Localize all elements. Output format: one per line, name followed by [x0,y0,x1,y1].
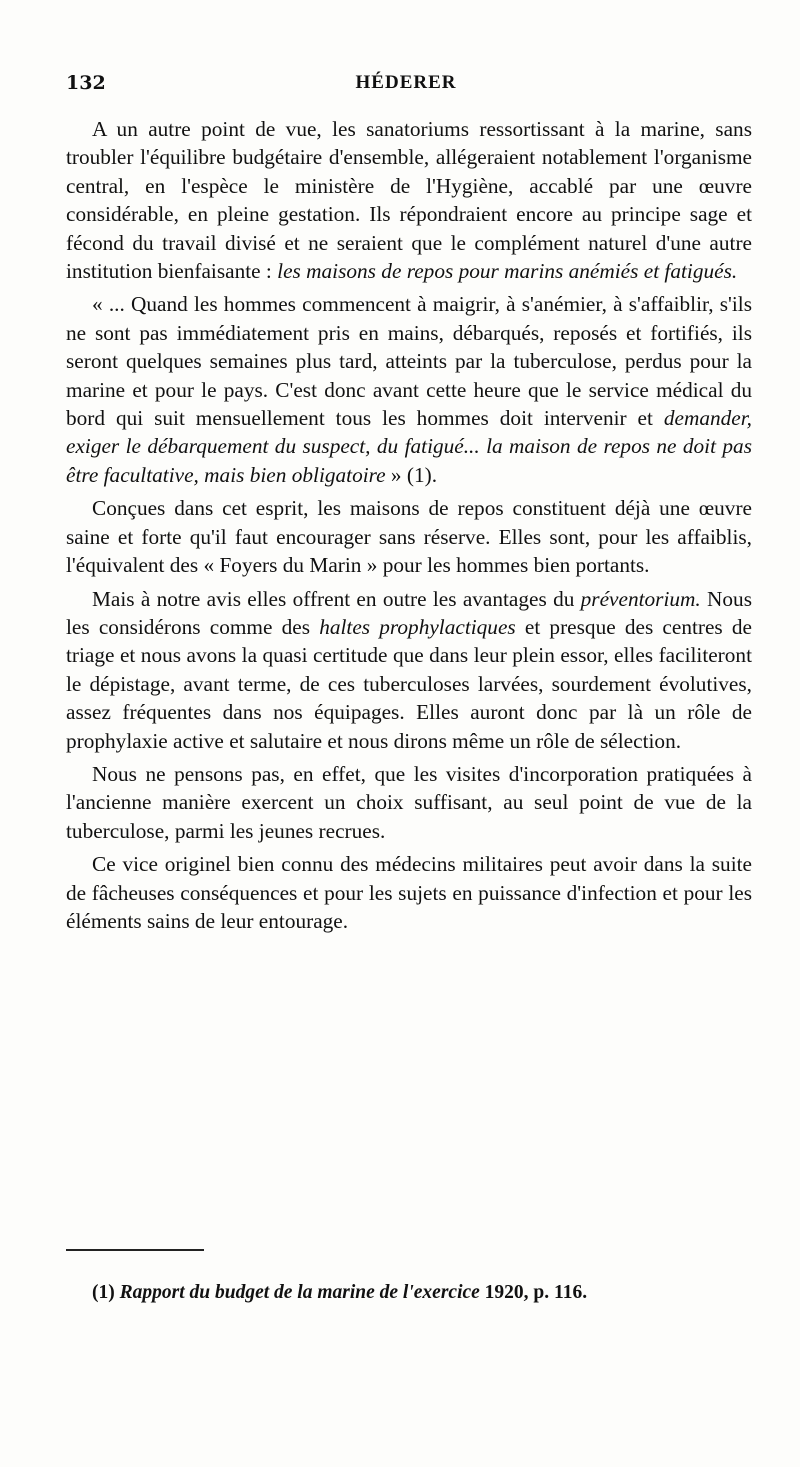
paragraph-4 [66,585,752,755]
footnote-title: Rapport du budget de la marine de l'exercice [119,1282,480,1303]
paragraph-4-text-a: Mais à notre avis elles offrent en outre les avantages du [92,586,581,611]
paragraph-2-close: » (1). [385,462,438,487]
footnote-rule [66,1249,204,1251]
paragraph-1-italic: les maisons de repos pour marins anémiés et fatigués. [277,259,738,284]
body-text [66,115,752,940]
paragraph-3-text: Conçues dans cet esprit, les maisons de repos constituent déjà une œuvre saine et forte qu'il faut encourager sans réserve. Elles sont, pour les affaiblis, l'équivalent des « Foyers du Marin » pour les hommes bien portants. [66,496,752,578]
paragraph-1 [66,115,752,285]
paragraph-6-text: Ce vice originel bien connu des médecins militaires peut avoir dans la suite de fâcheuses conséquences et pour les sujets en puissance d'infection et pour les éléments sains de leur entourage. [66,852,752,933]
paragraph-4-italic-b: haltes prophylactiques [319,614,516,639]
running-head: HÉDERER [355,72,457,93]
paragraph-4-text-b: Nous les considérons comme des [66,586,752,639]
paragraph-3 [66,494,752,579]
page-number: 132 [66,72,106,94]
paragraph-4-italic-a: préventorium. [580,586,701,611]
paragraph-5 [66,760,752,845]
paragraph-1-text: A un autre point de vue, les sanatoriums ressortissant à la marine, sans troubler l'équilibre budgétaire d'ensemble, allégeraient notablement l'organisme central, en l'espèce le ministère de l'Hygiène, accablé par une œuvre considérable, en pleine gestation. Ils répondraient encore au principe sage et fécond du travail divisé et ne seraient que le complément naturel d'une autre institution bienfaisante : [66,117,752,284]
paragraph-6 [66,850,752,935]
paragraph-2-italic: demander, exiger le débarquement du suspect, du fatigué... la maison de repos ne doit pas être facultative, mais bien obligatoire [66,406,752,487]
footnote [66,1280,752,1306]
paragraph-4-text-c: et presque des centres de triage et nous avons la quasi certitude que dans leur plein essor, elles faciliteront le dépistage, avant terme, de ces tuberculoses larvées, sourdement évolutives, assez fréquentes dans nos équipages. Elles auront donc par là un rôle de prophylaxie active et salutaire et nous dirons même un rôle de sélection. [66,614,753,753]
paragraph-2-text: « ... Quand les hommes commencent à maigrir, à s'anémier, à s'affaiblir, s'ils ne sont pas immédiatement pris en mains, débarqués, reposés et fortifiés, ils seront quelques semaines plus tard, atteints par la tuberculose, perdus pour la marine et pour le pays. C'est donc avant cette heure que le service médical du bord qui suit mensuellement tous les hommes doit intervenir et [66,292,752,431]
page-header [66,72,746,102]
paragraph-5-text: Nous ne pensons pas, en effet, que les visites d'incorporation pratiquées à l'ancienne manière exercent un choix suffisant, au seul point de vue de la tuberculose, parmi les jeunes recrues. [66,761,752,843]
footnote-marker: (1) [92,1282,120,1303]
paragraph-2-quote [66,290,752,489]
footnote-tail: 1920, p. 116. [479,1282,588,1303]
